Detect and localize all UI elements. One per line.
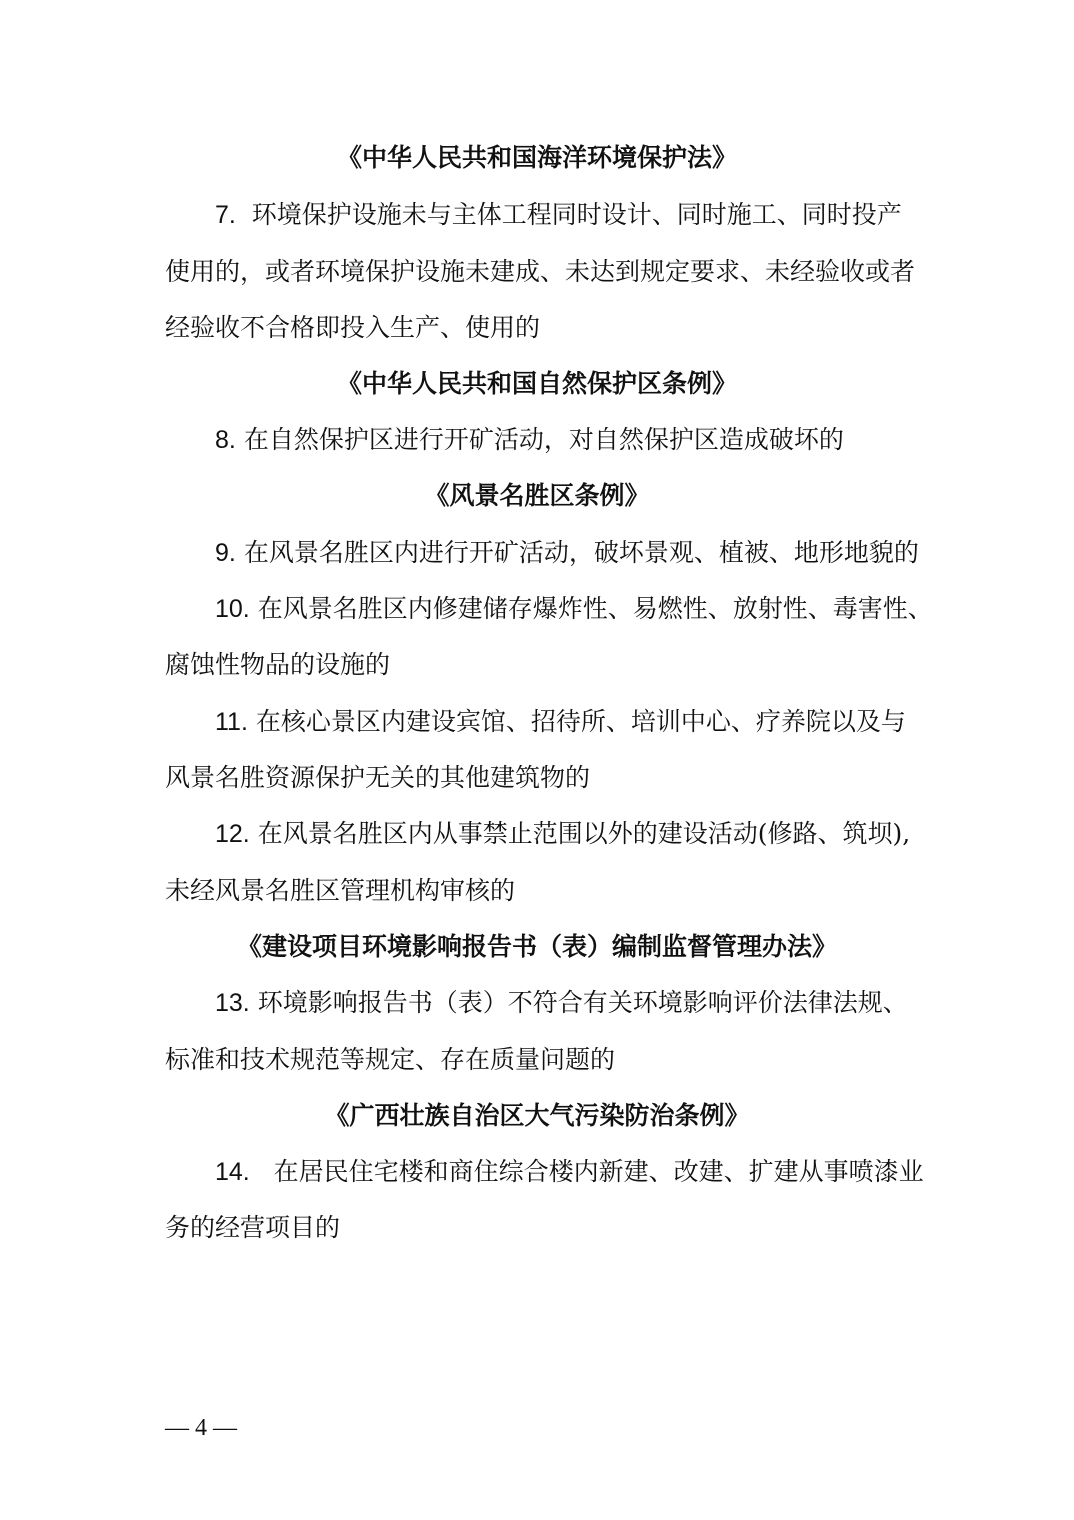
item-number: 12. [215,820,250,848]
item-number: 10. [215,595,250,623]
item-11-line-2: 风景名胜资源保护无关的其他建筑物的 [165,763,591,792]
item-11-line-1 [215,702,975,742]
item-text: 在核心景区内建设宾馆、招待所、培训中心、疗养院以及与 [255,707,906,736]
item-text: 在自然保护区进行开矿活动，对自然保护区造成破坏的 [243,425,844,454]
item-number: 11. [215,708,248,736]
item-text: 在风景名胜区内从事禁止范围以外的建设活动(修路、筑坝), [257,819,911,848]
item-14-line-2: 务的经营项目的 [165,1213,341,1242]
item-13-line-2: 标准和技术规范等规定、存在质量问题的 [165,1045,616,1074]
item-9-line-1 [215,533,975,573]
item-10-line-1 [215,589,975,629]
law-heading: 《建设项目环境影响报告书（表）编制监督管理办法》 [236,932,837,961]
item-7-line-1 [215,195,975,235]
item-number: 7. [215,201,236,229]
item-7-line-2: 使用的，或者环境保护设施未建成、未达到规定要求、未经验收或者 [165,257,916,286]
item-number: 8. [215,426,236,454]
item-text: 环境影响报告书（表）不符合有关环境影响评价法律法规、 [257,988,908,1017]
law-heading: 《广西壮族自治区大气污染防治条例》 [324,1101,750,1130]
item-7-line-3: 经验收不合格即投入生产、使用的 [165,313,541,342]
item-text: 在风景名胜区内进行开矿活动，破坏景观、植被、地形地貌的 [243,538,919,567]
page-number: — 4 — [165,1415,237,1441]
item-12-line-2: 未经风景名胜区管理机构审核的 [165,876,516,905]
item-number: 9. [215,539,236,567]
item-13-line-1 [215,983,975,1023]
item-number: 14. [215,1158,250,1186]
item-text: 在居民住宅楼和商住综合楼内新建、改建、扩建从事喷漆业 [273,1157,924,1186]
item-text: 环境保护设施未与主体工程同时设计、同时施工、同时投产 [251,200,902,229]
item-10-line-2: 腐蚀性物品的设施的 [165,650,391,679]
item-14-line-1 [215,1152,975,1192]
law-heading: 《中华人民共和国自然保护区条例》 [336,369,737,398]
law-heading: 《中华人民共和国海洋环境保护法》 [336,143,737,172]
item-number: 13. [215,989,250,1017]
item-8-line-1 [215,420,975,460]
item-text: 在风景名胜区内修建储存爆炸性、易燃性、放射性、毒害性、 [257,594,933,623]
item-12-line-1 [215,814,975,854]
law-heading: 《风景名胜区条例》 [424,481,650,510]
